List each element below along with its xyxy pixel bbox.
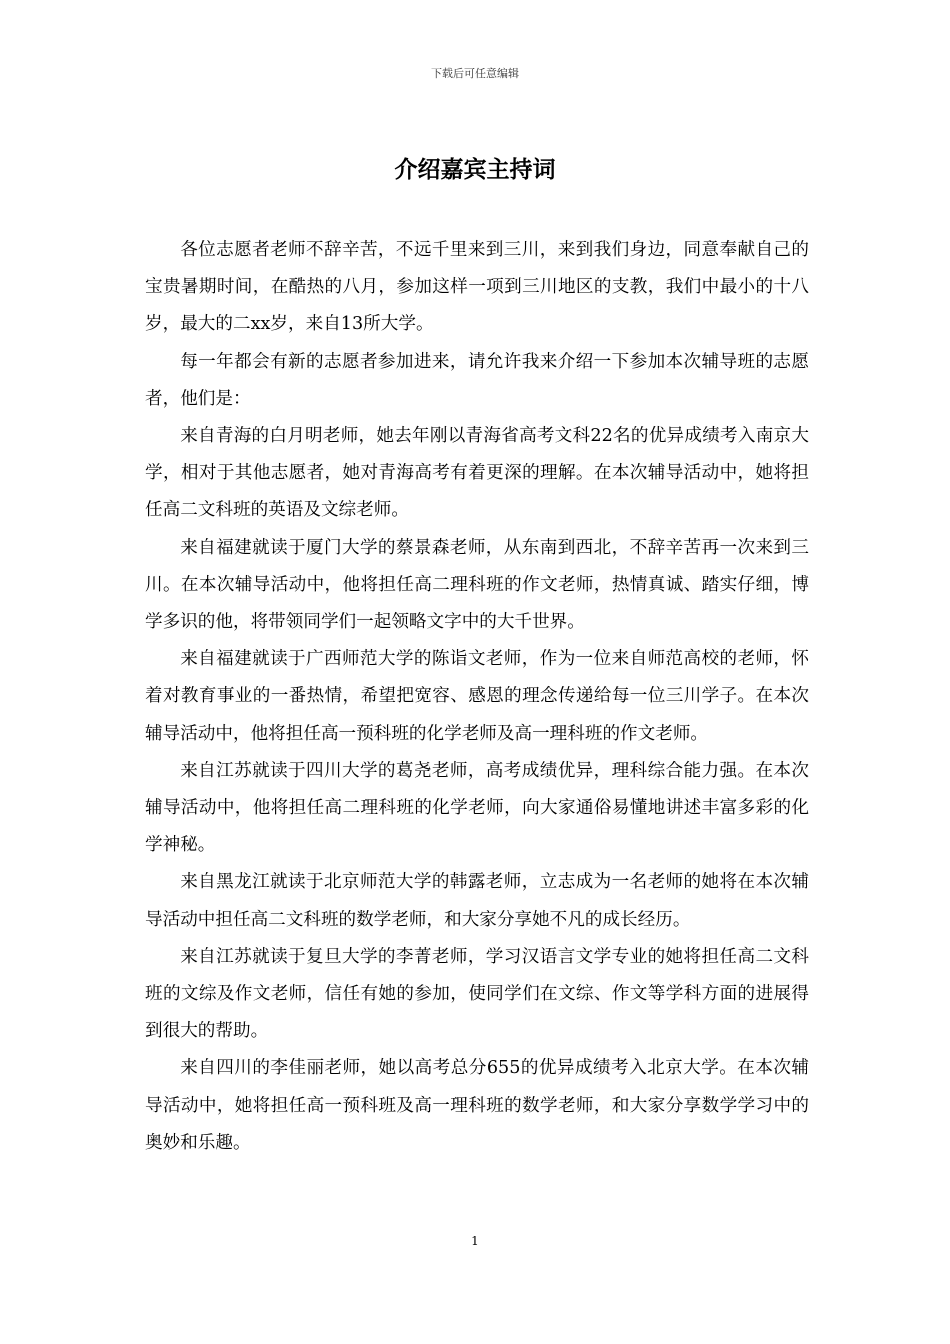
paragraph-2: 每一年都会有新的志愿者参加进来，请允许我来介绍一下参加本次辅导班的志愿者，他们是： bbox=[145, 351, 809, 409]
header-note: 下载后可任意编辑 bbox=[431, 67, 519, 80]
page-number: 1 bbox=[471, 1234, 479, 1248]
paragraph-5: 来自福建就读于广西师范大学的陈诣文老师，作为一位来自师范高校的老师，怀着对教育事业的一番热情，希望把宽容、感恩的理念传递给每一位三川学子。在本次辅导活动中，他将担任高一预科班的化学老师及高一理科班的作文老师。 bbox=[145, 649, 809, 744]
document-title: 介绍嘉宾主持词 bbox=[394, 156, 556, 183]
paragraph-4: 来自福建就读于厦门大学的蔡景森老师，从东南到西北，不辞辛苦再一次来到三川。在本次辅导活动中，他将担任高二理科班的作文老师，热情真诚、踏实仔细，博学多识的他，将带领同学们一起领略文字中的大千世界。 bbox=[145, 537, 809, 633]
paragraph-1: 各位志愿者老师不辞辛苦，不远千里来到三川，来到我们身边，同意奉献自己的宝贵暑期时间，在酷热的八月，参加这样一项到三川地区的支教，我们中最小的十八岁，最大的二xx岁，来自13所大学。 bbox=[145, 240, 809, 335]
paragraph-7: 来自黑龙江就读于北京师范大学的韩露老师，立志成为一名老师的她将在本次辅导活动中担任高二文科班的数学老师，和大家分享她不凡的成长经历。 bbox=[145, 872, 809, 930]
document-body bbox=[145, 232, 809, 1162]
paragraph-8: 来自江苏就读于复旦大学的李菁老师，学习汉语言文学专业的她将担任高二文科班的文综及作文老师，信任有她的参加，使同学们在文综、作文等学科方面的进展得到很大的帮助。 bbox=[145, 946, 809, 1042]
paragraph-9: 来自四川的李佳丽老师，她以高考总分655的优异成绩考入北京大学。在本次辅导活动中，她将担任高一预科班及高一理科班的数学老师，和大家分享数学学习中的奥妙和乐趣。 bbox=[145, 1058, 809, 1153]
paragraph-6: 来自江苏就读于四川大学的葛尧老师，高考成绩优异，理科综合能力强。在本次辅导活动中，他将担任高二理科班的化学老师，向大家通俗易懂地讲述丰富多彩的化学神秘。 bbox=[145, 760, 809, 856]
paragraph-3: 来自青海的白月明老师，她去年刚以青海省高考文科22名的优异成绩考入南京大学，相对于其他志愿者，她对青海高考有着更深的理解。在本次辅导活动中，她将担任高二文科班的英语及文综老师。 bbox=[145, 426, 809, 521]
